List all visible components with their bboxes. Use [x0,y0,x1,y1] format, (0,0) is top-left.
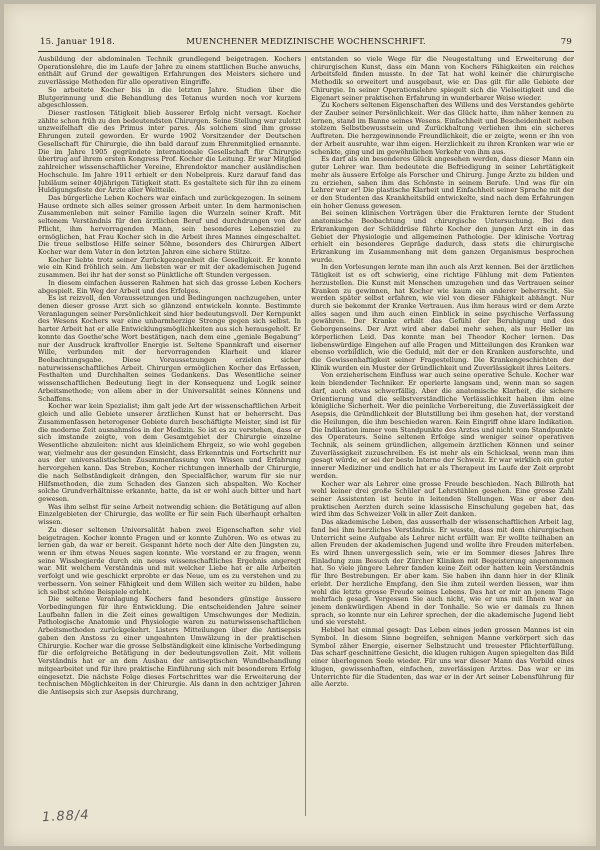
left-column [38,56,301,816]
header-rule [38,51,574,52]
paragraph: So arbeitete Kocher bis in die letzten Jahre. Studien über die Blutgerinnung und die Behandlung des Tetanus wurden noch vor kurzem abgeschlossen. [38,85,301,110]
paragraph: Das bürgerliche Leben Kochers war einfach und zurückgezogen. In seinem Hause ordnete sich alles seiner grossen Arbeit unter. In dem harmonischen Zusammenleben mit seiner Familie lagen die Wurzeln seiner Kraft. Mit seltenem Verständnis für den ärztlichen Beruf und durchdrungen von der Pflicht, ihm hervorragenden Mann, sein besonderes Lebensziel zu ermöglichen, hat Frau Kocher sich in die Arbeit ihres Mannes eingeschaltet. Die treue selbstlose Hilfe seiner Söhne, besonders des Chirurgen Albert Kocher war dem Vater in den letzten Jahren eine sichere Stütze. [38,193,301,256]
paragraph: Hebbel hat einmal gesagt: Das Leben eines jeden grossen Mannes ist ein Symbol. In diesem Sinne begreifen, sehnigen Manne verkörpert sich das Symbol zäher Energie, eiserner Selbstzucht und treuester Pflichterfüllung. Das scharf geschnittene Gesicht, die klugen ruhigen Augen spiegelten das Bild einer überlegenen Seele wieder. Für uns war dieser Mann das Vorbild eines klugen, gewissenhaften, einfachen, zuverlässigen Arztes. Das war er im Unterrichte für die Studenten, das war er in der Art seiner Lebensführung für alle Aerzte. [311,626,574,689]
paragraph: Was ihm selbst für seine Arbeit notwendig schien: die Betätigung auf allen Einzelgebieten der Chirurgie, das wollte er für sein Fach überhaupt erhalten wissen. [38,502,301,527]
journal-page [38,37,574,817]
issue-date: 15. Januar 1918. [40,37,116,47]
handwritten-note: 1.88/4 [41,807,90,826]
paragraph: Kocher war als Lehrer eine grosse Freude beschieden. Nach Billroth hat wohl keiner drei große Schüler auf Lehrstühlen gesehen. Eine grosse Zahl seiner Assistenten ist heute in leitenden Stellungen. Was er aber den praktischen Aerzten durch seine klassische Einschulung gegeben hat, das wird ihm das Schweizer Volk in aller Zeit danken. [311,479,574,519]
paragraph: Zu dieser seltenen Universalität haben zwei Eigenschaften sehr viel beigetragen. Kocher konnte Fragen und er konnte Zuhören. Wo es etwas zu lernen gab, da war er bereit. Gespannt hörte noch der Alte den Jüngsten zu, wenn er ihm etwas Neues sagen konnte. Wie vorstand er zu fragen, wenn seine Wissbegierde durch ein neues wissenschaftliches Ergebnis angeregt war. Mit welchem Verständnis und mit welcher Liebe hat er alle Arbeiten verfolgt und wie geschickt erprobte er das Neue, um es zu verstehen und zu verbessern. Von seiner Fähigkeit und dem Willen sich weiter zu bilden, habe ich selbst schöne Beispiele erlebt. [38,525,301,596]
paragraph: Die seltene Veranlagung Kochers fand besonders günstige äussere Vorbedingungen für ihre Entwicklung. Die entscheidenden Jahre seiner Laufbahn fallen in die Zeit eines gewaltigen Umschwunges der Medizin. Pathologische Anatomie und Physiologie waren zu naturwissenschaftlichen Arbeitsmethoden zurückgekehrt. Listers Mitteilungen über die Antisepsis gaben den Anstoss zu einer ungeahnten Umwälzung in der praktischen Chirurgie. Kocher war die grosse Selbständigkeit eine klinische Vorbedingung für die erfolgreiche Betätigung in der bedeutungsvollen Zeit. Mit vollem Verständnis hat er an dem Ausbau der antiseptischen Wundbehandlung mitgearbeitet und für ihre praktische Einführung sich mit besonderem Erfolg eingesetzt. Die nächste Folge dieses Fortschrittes war die Erweiterung der technischen Möglichkeiten in der Chirurgie. Als dann in den achtziger Jahren die Antisepsis sich zur Asepsis durchrang, [38,595,301,696]
paragraph: Ausbildung der abdominalen Technik grundlegend beigetragen. Kochers Operationslehre, die im Laufe der Jahre zu einem stattlichen Buche anwuchs, enthält auf Grund der gewaltigen Erfahrungen des Meisters sichere und zuverlässige Methoden für alle operativen Eingriffe. [38,56,301,87]
article-body [38,56,574,816]
journal-title: MUENCHENER MEDIZINISCHE WOCHENSCHRIFT. [186,37,426,47]
paragraph: Kocher war kein Spezialist; ihm galt jede Art der wissenschaftlichen Arbeit gleich und alle Gebiete unserer ärztlichen Kunst hat er beherrscht. Das Zusammenfassen heterogener Gebiete durch beschäftigte Meister, sind ist für die moderne Zeit ausnahmslos in der Medizin. So ist es zu verstehen, dass er sich imstande zeigte, von dem Gesamtgebiet der Chirurgie einzelne Wesentliche abzuleiten: nicht aus kleinlichem Ehrgeiz, so wie wohl gegeben war, vielmehr aus der gesunden Einsicht, dass Erkenntnis und Fortschritt nur aus der universalistischen Zusammenfassung von Wissen und Erfahrung hervorgehen kann. Das Streben, Kocher richtungen innerhalb der Chirurgie, die nach Selbständigkeit drängen, den Specialfächer, warum für sie nur Hilfsmethoden, die zum Schaden des Ganzen sich abspalten. Wo Kocher solche Grundverhältnisse erkannte, hatte, da ist er wohl auch bitter und hart gewesen. [38,402,301,503]
paragraph: Zu Kochers seltenen Eigenschaften des Willens und des Verstandes gehörte der Zauber seiner Persönlichkeit. Wer das Glück hatte, ihm näher kennen zu lernen, stand im Banne seines Wesens. Einfachheit und Bescheidenheit neben stolzem Selbstbewusstsein und Zurückhaltung verliehen ihm ein sicheres Auftreten. Die herzgewinnende Freundlichkeit, die er zeigte, wenn er ihn von der Arbeit ausruhte, war ihm eigen. Herzlichkeit zu ihren Kranken war wie er schenkte, ging und im gewöhnlichen Verkehr von ihm aus. [311,101,574,156]
paragraph: Dieser rastlosen Tätigkeit blieb äusserer Erfolg nicht versagt. Kocher zählte schon früh zu den bedeutendsten Chirurgen. Seine Stellung war zuletzt unzweifelhaft die des Primus inter pares. Als solchem sind ihm grosse Ehrungen zuteil geworden. Er wurde 1902 Vorsitzender der Deutschen Gesellschaft für Chirurgie, die ihn bald darauf zum Ehrenmitglied ernannte. Die im Jahre 1905 gegründete internationale Gesellschaft für Chirurgie übertrug auf ihrem ersten Kongress Prof. Kocher die Leitung. Er war Mitglied zahlreicher wissenschaftlicher Vereine, Ehrendoktor mancher ausländischen Hochschule. Im Jahre 1911 erhielt er den Nobelpreis. Kurz darauf fand das Jubiläum seiner 40jährigen Tätigkeit statt. Es gestaltete sich für ihn zu einem Huldigungsfeste der Ärzte aller Weltteile. [38,109,301,195]
paragraph: In diesem einfachen äusseren Rahmen hat sich das grosse Leben Kochers abgespielt. Ein Weg der Arbeit und des Erfolges. [38,278,301,295]
column-divider [305,56,306,816]
paragraph: Es darf als ein besonderes Glück angesehen werden, dass dieser Mann ein guter Lehrer war. Ihm bedeutete die Befriedigung in seiner Lehrtätigkeit mehr als äussere Erfolge als Forscher und Chirurg. Junge Ärzte zu bilden und zu erziehen, sahen ihm das Schönste in seinem Berufe. Und was für ein Lehrer war er! Die plastische Klarheit und Einfachheit seiner Sprache mit der er den Studenten das Krankheitsbild entwickelte, sind nach dem Erfahrungen ein hoher Genuss gewesen. [311,155,574,210]
scanned-sheet [4,4,596,846]
right-column [311,56,574,816]
paragraph: In den Vorlesungen lernte man ihn auch als Arzt kennen. Bei der ärztlichen Tätigkeit ist es oft schwierig, eine richtige Fühlung mit dem Patienten herzustellen. Die Kunst mit Menschen umzugehen und das Vertrauen seiner Kranken zu gewinnen, hat Kocher wie kaum ein anderer beherrscht. Sie werden später selbst erfahren, wie viel von dieser Fähigkeit abhängt. Nur durch sie bekommt der Kranke Vertrauen. Aus ihm heraus wird er dem Arzte alles sagen und ihm auch einen Einblick in seine psychische Verfassung gewähren. Der Kranke erhält das Gefühl der Beruhigung und des Geborgenseins. Der Arzt wird aber dabei mehr sehen, als nur Heller im körperlichen Leid. Das konnte man bei Theodor Kocher lernen. Das liebenswürdige Eingehen auf alle Fragen und Mitteilungen des Kranken war ebenso vorbildlich, wie die Geduld, mit der er den Kranken ausforschte, und die Gewissenhaftigkeit seiner Fragestellung. Die Krankengeschichten der Klinik wurden ein Muster der Gründlichkeit und Zuverlässigkeit ihres Leiters. [311,263,574,372]
paragraph: Bei seinen klinischen Vorträgen über die Frakturen lernte der Student anatomische Beobachtung und chirurgische Untersuchung. Bei den Erkrankungen der Schilddrüse führte Kocher den jungen Arzt ein in das Gebiet der Physiologie und allgemeinen Pathologie. Der klinische Vortrag erhielt ein besonderes Gepräge dadurch, dass stets die chirurgische Erkrankung im Zusammenhang mit dem ganzen Organismus besprochen wurde. [311,209,574,264]
paragraph: Von erzieherischem Einfluss war auch seine operative Schule. Kocher war kein blendender Techniker. Er operierte langsam und, wenn man so sagen darf, auch etwas schwerfällig. Aber die anatomische Klarheit, die sichere Orientierung und die selbstverständliche Verlässlichkeit haben ihm eine königliche Sicherheit. Wer die peinliche Vorbereitung, die Zuverlässigkeit der Asepsis, die Gründlichkeit der Blutstillung bei ihm gesehen hat, der verstand die Heilungen, die ihm beschieden waren. Kein Eingriff ohne klare Indikation. Die Indikation immer vom Standpunkte des Arztes und nicht vom Standpunkte des Operateurs. Seine seltenen Erfolge sind weniger seiner operativen Technik, als seinem gründlichen, allgemein ärztlichen Können und seiner Zuverlässigkeit zuzuschreiben. Es ist mehr als ein Schicksal, wenn man ihm gesagt würde, er sei der beste Interne der Schweiz. Er war wirklich ein guter innerer Mediziner und endlich hat er als Therapeut im Laufe der Zeit erprobt werden. [311,371,574,480]
paragraph: Kocher liebte trotz seiner Zurückgezogenheit die Geselligkeit. Er konnte wie ein Kind fröhlich sein. Am liebsten war er mit der akademischen Jugend zusammen. Bei ihr hat der sonst so Pünktliche oft Stunden vergessen. [38,255,301,280]
paragraph: entstanden so viele Wege für die Neugestaltung und Erweiterung der chirurgischen Kunst, dass ein Mann von Kochers Fähigkeiten ein reiches Arbeitsfeld finden musste. In der Tat hat wohl keiner die chirurgische Methodik so erweitert und ausgebaut, wie er. Das gilt für alle Gebiete der Chirurgie. In seiner Operationslehre spiegelt sich die Vielseitigkeit und die Eigenart seiner praktischen Erfahrung in wunderbarer Weise wieder. [311,56,574,102]
page-number: 79 [560,37,572,47]
paragraph: Es ist reizvoll, den Voraussetzungen und Bedingungen nachzugehen, unter denen dieser grosse Arzt sich so glänzend entwickeln konnte. Bestimmte Veranlagungen seiner Persönlichkeit sind hier bedeutungsvoll. Der Kernpunkt des Wesens Kochers war eine unbarmherzige Strenge gegen sich selbst. In harter Arbeit hat er alle Entwicklungsmöglichkeiten aus sich herausgeholt. Er konnte das Goethe'sche Wort bestätigen, nach dem eine „geniale Begabung“ nur der Ausdruck kraftvoller Energie ist. Seltene Spannkraft und eiserner Wille, verbunden mit der hervorragenden Klarheit und klarer Beobachtungsgabe. Diese Voraussetzungen erzielen sicher naturwissenschaftliches Arbeit. Chirurgen ermöglichen Kocher das Erfassen, Festhalten und Durchhalten seines Gedankens. Das Wesentliche seiner wissenschaftlichen Bedeutung liegt in der Konsequenz und Logik seiner Arbeitsmethode; von allem aber in der Universalität seines Könnens und Schaffens. [38,294,301,403]
paragraph: Das akademische Leben, das ausserhalb der wissenschaftlichen Arbeit lag, fand bei ihm herzliches Verständnis. Er wusste, dass mit dem chirurgischen Unterricht seine Aufgabe als Lehrer nicht erfüllt war. Er wollte teilhaben an allen Freuden der akademischen Jugend und wollte ihre Freuden miterleben. Es wird Ihnen unvergesslich sein, wie er im Sommer dieses Jahres Ihre Einladung zum Besuch der Zürcher Kliniken mit Begeisterung angenommen hat. So viele jüngere Lehrer fanden keine Zeit oder hatten kein Verständnis für Ihre Bestrebungen. Er aber kam. Sie haben ihn dann hier in der Klinik erlebt. Der herzliche Empfang, den Sie ihm zuteil werden liessen, war ihm wohl die letzte grosse Freude seines Lebens. Das hat er mir an jenem Tage mehrfach gesagt. Vergessen Sie auch nicht, wie er uns mit Ihnen war an jenem denkwürdigen Abend in der Tonhalle. So wie er damals zu Ihnen sprach, so konnte nur ein Lehrer sprechen, der die akademische Jugend liebt und sie versteht. [311,518,574,627]
running-header [38,37,574,49]
